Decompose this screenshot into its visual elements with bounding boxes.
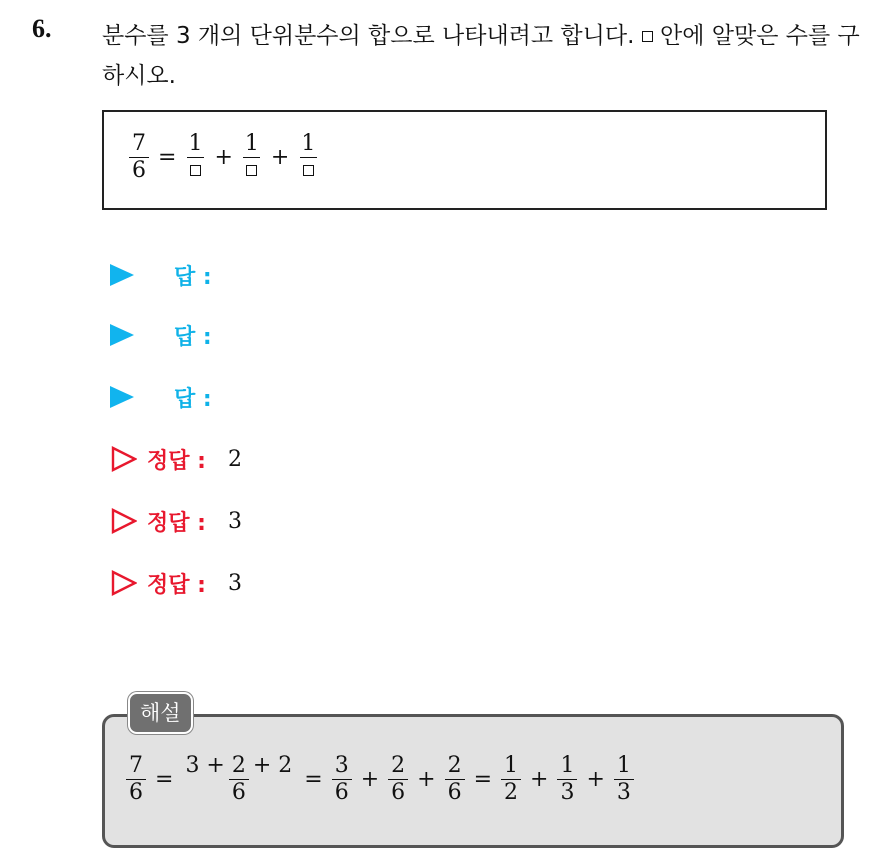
question-text-after: 안에 알맞은 수를 구하시오. [102,23,860,89]
outline-triangle-icon [111,570,137,596]
question-number: 6. [32,14,52,43]
correct-answer-row-1 [111,442,242,476]
correct-answer-label: 정답 : [147,572,206,598]
solution-box [102,714,844,848]
equals-sign: = [155,767,174,792]
answer-label: 답 : [174,324,212,350]
plus-sign: + [214,145,233,170]
plus-sign: + [417,767,436,792]
correct-answer-value: 3 [227,570,242,596]
blank-box-icon [303,165,314,176]
outline-triangle-icon [111,508,137,534]
equals-sign: = [158,145,177,170]
solution-fraction: $\frac{2}{6}$ [445,753,465,806]
equals-sign: = [304,767,323,792]
answer-label: 답 : [174,264,212,290]
solution-fraction: $\frac{1}{2}$ [501,753,521,806]
fraction-lhs: $\frac{7}{6}$ [129,131,149,184]
correct-answer-label: 정답 : [147,448,206,474]
solution-fraction: $\frac{3 + 2 + 2}{6}$ [185,753,293,805]
answer-row-1[interactable] [110,258,212,292]
solution-equation [123,753,637,806]
solution-fraction: $\frac{7}{6}$ [126,753,146,806]
equals-sign: = [473,767,493,792]
correct-answer-value: 3 [227,508,242,534]
answer-row-3[interactable] [110,380,212,414]
correct-answer-row-2 [111,504,242,538]
equation-box [102,110,827,210]
blank-box-icon [246,165,257,176]
outline-triangle-icon [111,446,137,472]
question-text-before: 분수를 3 개의 단위분수의 합으로 나타내려고 합니다. [102,23,642,49]
question-text [102,16,872,96]
plus-sign: + [360,767,380,792]
correct-answer-row-3 [111,566,242,600]
solution-fraction: $\frac{1}{3}$ [557,753,577,806]
correct-answer-value: 2 [227,446,242,472]
play-arrow-icon [110,324,134,346]
solution-fraction: $\frac{1}{3}$ [614,753,634,806]
solution-fraction: $\frac{3}{6}$ [332,753,352,806]
fraction-blank-3: 1 [298,131,318,184]
plus-sign: + [586,767,605,792]
answer-label: 답 : [174,386,212,412]
fraction-blank-2: 1 [242,131,262,184]
solution-tag: 해설 [128,692,193,734]
plus-sign: + [270,145,290,170]
equation [126,131,321,184]
plus-sign: + [530,767,549,792]
answer-row-2[interactable] [110,318,212,352]
play-arrow-icon [110,264,134,286]
play-arrow-icon [110,386,134,408]
correct-answer-label: 정답 : [147,510,206,536]
solution-fraction: $\frac{2}{6}$ [388,753,408,806]
blank-box-icon [642,31,653,42]
blank-box-icon [190,165,201,176]
fraction-blank-1: 1 [185,131,205,184]
